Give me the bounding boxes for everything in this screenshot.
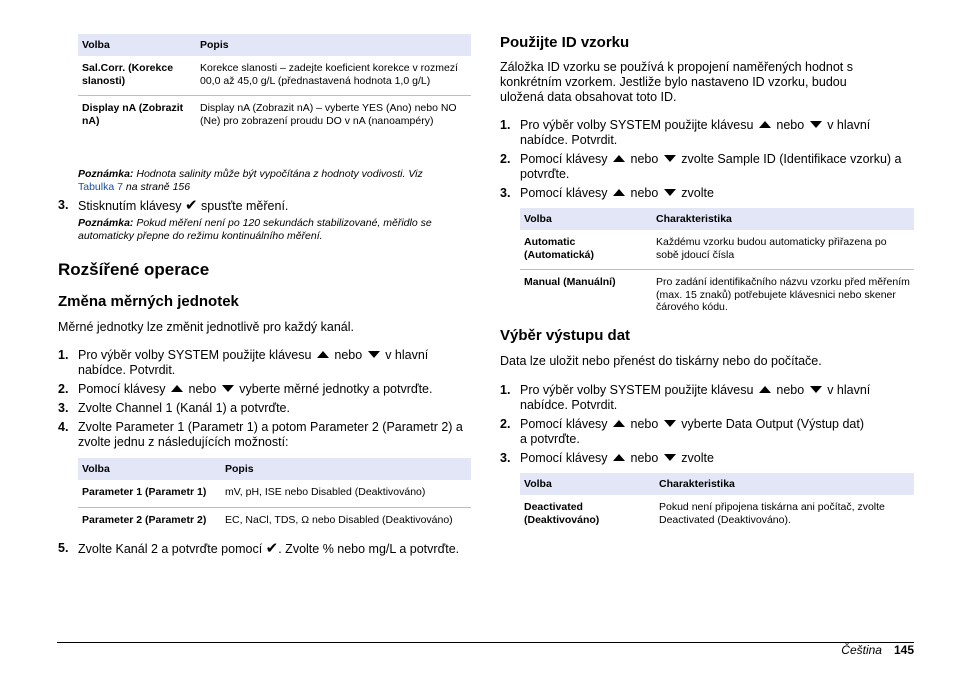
- step-text: zvolte Sample ID (Identifikace vzorku) a potvrďte.: [520, 152, 902, 181]
- note-label: Poznámka:: [78, 168, 134, 180]
- step-number: 3.: [500, 451, 511, 465]
- arrow-up-key-icon: [759, 386, 771, 393]
- arrow-down-key-icon: [368, 351, 380, 358]
- step-text: Pomocí klávesy: [78, 382, 166, 396]
- sample-id-step-list: [500, 118, 914, 201]
- checkmark-icon: ✔: [184, 197, 198, 214]
- list-item: [58, 382, 471, 397]
- sample-id-table: [520, 208, 914, 322]
- step-text: nebo: [334, 348, 363, 362]
- parameters-table: [78, 458, 471, 534]
- list-item: [500, 118, 914, 148]
- step-text: Zvolte Kanál 2 a potvrďte pomocí: [78, 542, 263, 556]
- table-header-description: Popis: [196, 34, 471, 56]
- table-cell-description: Korekce slanosti – zadejte koeficient korekce v rozmezí 00,0 až 45,0 g/L (přednastavená hodnota 1,0 g/L): [196, 56, 471, 96]
- footer-divider: [57, 642, 914, 643]
- table-row: [78, 96, 471, 136]
- step-text: Zvolte Channel 1 (Kanál 1) a potvrďte.: [78, 401, 290, 415]
- table-cell-option: Deactivated (Deaktivováno): [524, 501, 600, 526]
- step-text: Pro výběr volby SYSTEM použijte klávesu: [78, 348, 312, 362]
- table-header-option: Volba: [78, 458, 221, 480]
- page-number: 145: [893, 643, 914, 657]
- data-output-title: Výběr výstupu dat: [500, 327, 631, 344]
- footer-language: Čeština: [841, 643, 882, 657]
- sample-id-intro: Záložka ID vzorku se používá k propojení naměřených hodnot s konkrétním vzorkem. Jestliže bylo nastaveno ID vzorku, budou uložená data obsahovat toto ID.: [500, 60, 853, 104]
- arrow-down-key-icon: [810, 386, 822, 393]
- step-text: vyberte Data Output (Výstup dat) a potvrďte.: [520, 417, 865, 446]
- table-row: [78, 507, 471, 534]
- table-row: [78, 56, 471, 96]
- list-item: [500, 152, 914, 182]
- arrow-up-key-icon: [759, 121, 771, 128]
- note-stabilization: [78, 217, 458, 243]
- table-header-description: Popis: [221, 458, 471, 480]
- step-text: Pomocí klávesy: [520, 186, 608, 200]
- parameters-table-wrap: [78, 458, 471, 534]
- table-header-option: Volba: [520, 473, 655, 495]
- table-cell-description: EC, NaCl, TDS, Ω nebo Disabled (Deaktivováno): [225, 513, 453, 526]
- step-text: v hlavní nabídce. Potvrdit.: [520, 383, 871, 412]
- arrow-down-key-icon: [664, 454, 676, 461]
- salinity-table-wrap: [78, 34, 471, 135]
- step-text: vyberte měrné jednotky a potvrďte.: [239, 382, 433, 396]
- step-number: 1.: [58, 348, 69, 362]
- sample-id-table-wrap: [520, 208, 914, 322]
- note-text: Hodnota salinity může být vypočítána z hodnoty vodivosti. Viz: [133, 168, 423, 180]
- list-item: [58, 420, 471, 450]
- table-cell-description: Pro zadání identifikačního názvu vzorku před měřením (max. 15 znaků) potřebujete klávesnici nebo skener čárového kódu.: [656, 276, 910, 313]
- step-number: 4.: [58, 420, 69, 434]
- table-header-characteristics: Charakteristika: [652, 208, 914, 230]
- step-text: Zvolte Parameter 1 (Parametr 1) a potom Parameter 2 (Parametr 2) a zvolte jednu z následujících možností:: [78, 420, 463, 449]
- units-step5-list: [58, 541, 471, 557]
- table-cell-description: Pokud není připojena tiskárna ani počítač, zvolte Deactivated (Deaktivováno).: [659, 501, 885, 526]
- step-number: 1.: [500, 383, 511, 397]
- data-output-table: [520, 473, 914, 534]
- table-cell-option: Display nA (Zobrazit nA): [82, 102, 184, 127]
- list-item: [500, 417, 914, 447]
- step-text: nebo: [776, 383, 805, 397]
- table-cell-option: Automatic (Automatická): [520, 230, 652, 270]
- step-number: 5.: [58, 541, 69, 555]
- step-number: 3.: [58, 198, 69, 212]
- list-item: [500, 186, 914, 201]
- list-item: [500, 451, 914, 466]
- arrow-down-key-icon: [810, 121, 822, 128]
- list-item: [58, 541, 471, 557]
- step-text: Pomocí klávesy: [520, 451, 608, 465]
- checkmark-icon: ✔: [265, 540, 279, 557]
- units-step-list: [58, 348, 471, 450]
- step-text: spusťte měření.: [197, 199, 289, 213]
- arrow-up-key-icon: [171, 385, 183, 392]
- arrow-up-key-icon: [317, 351, 329, 358]
- step-text: Pomocí klávesy: [520, 152, 608, 166]
- arrow-down-key-icon: [222, 385, 234, 392]
- table-header-option: Volba: [78, 34, 196, 56]
- list-item: [58, 348, 471, 378]
- arrow-down-key-icon: [664, 189, 676, 196]
- step-text: Stisknutím klávesy: [78, 199, 185, 213]
- list-item: [500, 383, 914, 413]
- table-cell-description: mV, pH, ISE nebo Disabled (Deaktivováno): [221, 480, 471, 507]
- note-label: Poznámka:: [78, 217, 134, 229]
- table-row: [520, 270, 914, 322]
- arrow-up-key-icon: [613, 155, 625, 162]
- arrow-up-key-icon: [613, 454, 625, 461]
- note-salinity: [78, 168, 458, 194]
- table-cell-description: Display nA (Zobrazit nA) – vyberte YES (Ano) nebo NO (Ne) pro zobrazení proudu DO v nA (nanoampéry): [200, 102, 457, 127]
- step-text: nebo: [630, 152, 659, 166]
- table-row: [520, 495, 914, 534]
- table-link[interactable]: Tabulka 7: [78, 181, 123, 193]
- list-item: [58, 198, 471, 214]
- table-cell-option: Parameter 1 (Parametr 1): [78, 480, 221, 507]
- step-number: 3.: [58, 401, 69, 415]
- table-cell-option: Manual (Manuální): [524, 276, 616, 288]
- step-text: nebo: [776, 118, 805, 132]
- sample-id-title: Použijte ID vzorku: [500, 34, 630, 51]
- table-row: [78, 480, 471, 507]
- arrow-up-key-icon: [613, 420, 625, 427]
- step-text: nebo: [630, 186, 659, 200]
- step-text: Pro výběr volby SYSTEM použijte klávesu: [520, 383, 754, 397]
- list-item: [58, 401, 471, 416]
- step-text: nebo: [630, 417, 659, 431]
- page-footer: [841, 643, 914, 657]
- table-cell-option: Parameter 2 (Parametr 2): [82, 513, 207, 526]
- note-text: Pokud měření není po 120 sekundách stabilizované, měřidlo se automaticky přepne do režimu kontinuálního měření.: [78, 217, 432, 242]
- arrow-down-key-icon: [664, 155, 676, 162]
- step-text: v hlavní nabídce. Potvrdit.: [520, 118, 871, 147]
- step-text: . Zvolte % nebo mg/L a potvrďte.: [278, 542, 460, 556]
- step-text: nebo: [630, 451, 659, 465]
- data-output-table-wrap: [520, 473, 914, 534]
- table-row: [520, 230, 914, 270]
- step-text: zvolte: [681, 451, 714, 465]
- step-text: Pomocí klávesy: [520, 417, 608, 431]
- salinity-table: [78, 34, 471, 135]
- step-number: 1.: [500, 118, 511, 132]
- step-text: zvolte: [681, 186, 714, 200]
- units-title: Změna měrných jednotek: [58, 293, 239, 310]
- table-cell-description: Každému vzorku budou automaticky přiřazena po sobě jdoucí čísla: [652, 230, 914, 270]
- table-header-characteristics: Charakteristika: [655, 473, 914, 495]
- measure-step-list: [58, 198, 471, 214]
- arrow-down-key-icon: [664, 420, 676, 427]
- step-number: 2.: [500, 152, 511, 166]
- step-text: nebo: [188, 382, 217, 396]
- note-tail: na straně 156: [122, 181, 191, 193]
- step-text: Pro výběr volby SYSTEM použijte klávesu: [520, 118, 754, 132]
- units-intro: Měrné jednotky lze změnit jednotlivě pro každý kanál.: [58, 320, 354, 334]
- step-number: 2.: [500, 417, 511, 431]
- step-text: v hlavní nabídce. Potvrdit.: [78, 348, 429, 377]
- table-header-option: Volba: [520, 208, 652, 230]
- step-number: 2.: [58, 382, 69, 396]
- data-output-intro: Data lze uložit nebo přenést do tiskárny nebo do počítače.: [500, 354, 822, 368]
- table-cell-option: Sal.Corr. (Korekce slanosti): [78, 56, 196, 96]
- section-title: Rozšířené operace: [58, 260, 210, 279]
- arrow-up-key-icon: [613, 189, 625, 196]
- step-number: 3.: [500, 186, 511, 200]
- data-output-step-list: [500, 383, 914, 466]
